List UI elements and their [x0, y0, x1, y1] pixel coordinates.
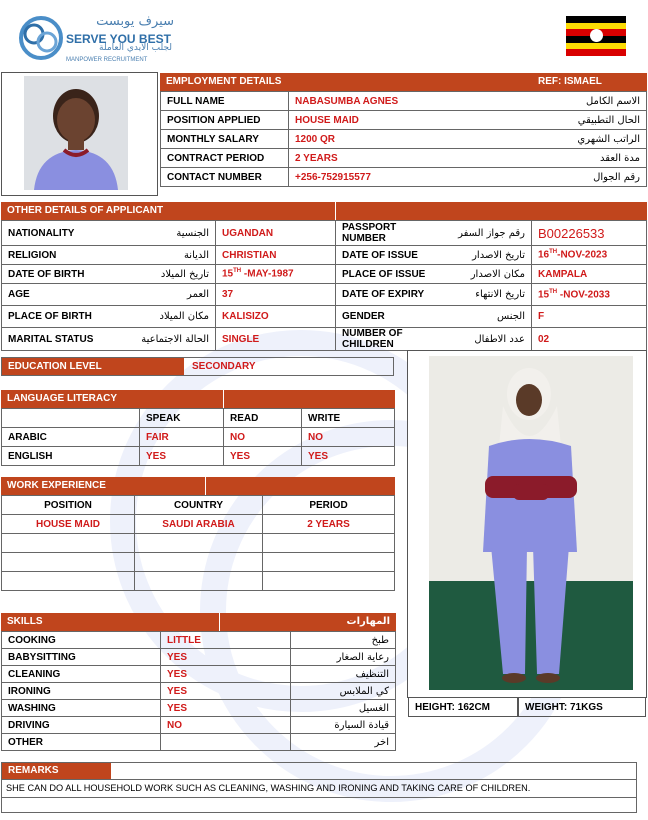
- employment-value: NABASUMBA AGNES: [289, 92, 532, 111]
- skill-name: CLEANING: [2, 666, 161, 683]
- skill-name: OTHER: [2, 734, 161, 751]
- skill-row: [2, 632, 396, 649]
- employment-label-ar: رقم الجوال: [532, 168, 647, 187]
- detail-label: DATE OF BIRTH: [2, 265, 112, 284]
- passport-number-value: B00226533: [532, 221, 647, 246]
- agency-name-en: SERVE YOU BEST: [66, 32, 171, 46]
- remarks-header: REMARKS: [2, 763, 111, 779]
- work-cell: [2, 553, 135, 572]
- employment-label-ar: الاسم الكامل: [532, 92, 647, 111]
- skills-table: [1, 631, 396, 751]
- employment-row: [161, 92, 647, 111]
- language-row: [2, 428, 395, 447]
- detail-value: SINGLE: [216, 328, 336, 351]
- work-header: WORK EXPERIENCE: [1, 477, 205, 495]
- language-header: LANGUAGE LITERACY: [1, 390, 223, 408]
- weight-label: WEIGHT: 71KGS: [518, 697, 646, 717]
- agency-subtitle: MANPOWER RECRUITMENT: [66, 57, 148, 63]
- skill-name-ar: اخر: [291, 734, 396, 751]
- details-row: [2, 221, 647, 246]
- work-header-right: [205, 477, 395, 495]
- detail-label-ar: عدد الاطفال: [436, 328, 532, 351]
- remarks-blank-line: [1, 798, 637, 813]
- work-row-empty: [2, 534, 395, 553]
- employment-header: [160, 73, 647, 91]
- detail-label: DATE OF ISSUE: [336, 246, 436, 265]
- employment-label: POSITION APPLIED: [161, 111, 289, 130]
- employment-table: [160, 91, 647, 187]
- detail-value: 37: [216, 284, 336, 306]
- skill-name-ar: الغسيل: [291, 700, 396, 717]
- date-suffix: TH: [233, 268, 242, 275]
- education-section: [1, 357, 394, 376]
- detail-value: 02: [532, 328, 647, 351]
- detail-label: DATE OF EXPIRY: [336, 284, 436, 306]
- work-cell: [2, 534, 135, 553]
- language-name: ENGLISH: [2, 447, 140, 466]
- date-rest: -MAY-1987: [241, 268, 294, 280]
- skill-name: WASHING: [2, 700, 161, 717]
- detail-value: [216, 265, 336, 284]
- details-row: [2, 306, 647, 328]
- employment-value: 1200 QR: [289, 130, 532, 149]
- skill-row: [2, 700, 396, 717]
- details-row: [2, 328, 647, 351]
- detail-label: PASSPORT NUMBER: [336, 221, 436, 246]
- skill-name-ar: طبخ: [291, 632, 396, 649]
- work-col-row: [2, 496, 395, 515]
- language-write: NO: [302, 428, 395, 447]
- skill-row: [2, 717, 396, 734]
- detail-label-ar: الديانة: [112, 246, 216, 265]
- work-country: SAUDI ARABIA: [135, 515, 263, 534]
- detail-label-ar: الحالة الاجتماعية: [112, 328, 216, 351]
- employment-label: MONTHLY SALARY: [161, 130, 289, 149]
- work-cell: [2, 572, 135, 591]
- skill-value: YES: [161, 666, 291, 683]
- work-section: [1, 477, 395, 591]
- skill-name: BABYSITTING: [2, 649, 161, 666]
- headshot-frame: [1, 72, 158, 196]
- work-col-period: PERIOD: [263, 496, 395, 515]
- work-row-empty: [2, 553, 395, 572]
- employment-label: CONTACT NUMBER: [161, 168, 289, 187]
- detail-label-ar: رقم جواز السفر: [436, 221, 532, 246]
- detail-label: AGE: [2, 284, 112, 306]
- education-value: SECONDARY: [192, 361, 256, 372]
- employment-value: +256-752915577: [289, 168, 532, 187]
- skill-name-ar: قيادة السيارة: [291, 717, 396, 734]
- skills-header: SKILLS: [1, 613, 219, 631]
- language-read: NO: [224, 428, 302, 447]
- remarks-header-fill: [111, 763, 636, 779]
- language-write: YES: [302, 447, 395, 466]
- employment-header-title: EMPLOYMENT DETAILS: [166, 76, 282, 87]
- skill-value: NO: [161, 717, 291, 734]
- language-col-read: READ: [224, 409, 302, 428]
- detail-value: UGANDAN: [216, 221, 336, 246]
- details-row: [2, 265, 647, 284]
- language-col-row: [2, 409, 395, 428]
- work-cell: [263, 534, 395, 553]
- employment-label-ar: مدة العقد: [532, 149, 647, 168]
- language-col-speak: SPEAK: [140, 409, 224, 428]
- employment-label: FULL NAME: [161, 92, 289, 111]
- skills-header-ar: المهارات: [219, 613, 396, 631]
- employment-value: HOUSE MAID: [289, 111, 532, 130]
- date-day: 15: [538, 289, 550, 301]
- language-speak: FAIR: [140, 428, 224, 447]
- work-cell: [263, 553, 395, 572]
- skill-row: [2, 649, 396, 666]
- headshot-photo: [24, 76, 128, 190]
- work-table: [1, 495, 395, 591]
- language-corner: [2, 409, 140, 428]
- full-body-photo: [429, 356, 633, 690]
- work-row: [2, 515, 395, 534]
- ref-label: REF: ISMAEL: [538, 76, 602, 87]
- other-details-header: OTHER DETAILS OF APPLICANT: [1, 202, 335, 220]
- remarks-section: [1, 762, 637, 813]
- skill-name: DRIVING: [2, 717, 161, 734]
- detail-label-ar: العمر: [112, 284, 216, 306]
- skill-name-ar: كي الملابس: [291, 683, 396, 700]
- skill-value: LITTLE: [161, 632, 291, 649]
- date-rest: -NOV-2023: [557, 249, 608, 261]
- work-cell: [263, 572, 395, 591]
- skill-name: IRONING: [2, 683, 161, 700]
- work-cell: [135, 572, 263, 591]
- employment-row: [161, 130, 647, 149]
- height-label: HEIGHT: 162CM: [408, 697, 518, 717]
- language-col-write: WRITE: [302, 409, 395, 428]
- detail-value: [532, 246, 647, 265]
- other-details-section: [1, 202, 647, 351]
- language-header-right: [223, 390, 395, 408]
- work-position: HOUSE MAID: [2, 515, 135, 534]
- detail-label: GENDER: [336, 306, 436, 328]
- other-details-table: [1, 220, 647, 351]
- work-cell: [135, 534, 263, 553]
- detail-label-ar: الجنس: [436, 306, 532, 328]
- employment-label-ar: الحال التطبيقي: [532, 111, 647, 130]
- language-section: [1, 390, 395, 466]
- employment-label-ar: الراتب الشهري: [532, 130, 647, 149]
- date-day: 16: [538, 249, 550, 261]
- work-period: 2 YEARS: [263, 515, 395, 534]
- details-row: [2, 246, 647, 265]
- skill-value: YES: [161, 649, 291, 666]
- detail-value: KALISIZO: [216, 306, 336, 328]
- language-read: YES: [224, 447, 302, 466]
- detail-label-ar: الجنسية: [112, 221, 216, 246]
- employment-section: [160, 73, 647, 187]
- date-rest: -NOV-2033: [557, 289, 610, 301]
- detail-label: NUMBER OF CHILDREN: [336, 328, 436, 351]
- details-row: [2, 284, 647, 306]
- skill-value: YES: [161, 700, 291, 717]
- detail-label: NATIONALITY: [2, 221, 112, 246]
- detail-value: F: [532, 306, 647, 328]
- skill-row: [2, 666, 396, 683]
- language-row: [2, 447, 395, 466]
- employment-label: CONTRACT PERIOD: [161, 149, 289, 168]
- detail-label-ar: تاريخ الاصدار: [436, 246, 532, 265]
- full-body-frame: [407, 350, 647, 713]
- detail-value: KAMPALA: [532, 265, 647, 284]
- skills-section: [1, 613, 396, 751]
- agency-name-ar2: لجلب الايدي العاملة: [99, 43, 172, 53]
- employment-value: 2 YEARS: [289, 149, 532, 168]
- agency-logo: [18, 14, 278, 66]
- detail-label-ar: مكان الاصدار: [436, 265, 532, 284]
- language-table: [1, 408, 395, 466]
- skill-value: [161, 734, 291, 751]
- detail-label-ar: تاريخ الميلاد: [112, 265, 216, 284]
- employment-row: [161, 149, 647, 168]
- detail-label: RELIGION: [2, 246, 112, 265]
- skill-row: [2, 734, 396, 751]
- detail-label: MARITAL STATUS: [2, 328, 112, 351]
- detail-label-ar: تاريخ الانتهاء: [436, 284, 532, 306]
- detail-value: [532, 284, 647, 306]
- language-name: ARABIC: [2, 428, 140, 447]
- detail-label: PLACE OF ISSUE: [336, 265, 436, 284]
- language-speak: YES: [140, 447, 224, 466]
- work-cell: [135, 553, 263, 572]
- uganda-flag-icon: [566, 16, 626, 56]
- detail-value: CHRISTIAN: [216, 246, 336, 265]
- date-suffix: TH: [549, 249, 558, 256]
- skill-name-ar: التنظيف: [291, 666, 396, 683]
- employment-row: [161, 111, 647, 130]
- date-day: 15: [222, 268, 234, 280]
- detail-label-ar: مكان الميلاد: [112, 306, 216, 328]
- skill-name-ar: رعاية الصغار: [291, 649, 396, 666]
- work-col-position: POSITION: [2, 496, 135, 515]
- skill-row: [2, 683, 396, 700]
- work-col-country: COUNTRY: [135, 496, 263, 515]
- skill-name: COOKING: [2, 632, 161, 649]
- employment-row: [161, 168, 647, 187]
- agency-name-ar: سيرف يوبست: [96, 14, 174, 29]
- skill-value: YES: [161, 683, 291, 700]
- education-header: EDUCATION LEVEL: [2, 358, 184, 375]
- remarks-text: SHE CAN DO ALL HOUSEHOLD WORK SUCH AS CLEANING, WASHING AND IRONING AND TAKING CARE OF CHILDREN.: [1, 780, 637, 798]
- other-details-header-right: [335, 202, 647, 220]
- date-suffix: TH: [549, 288, 558, 295]
- work-row-empty: [2, 572, 395, 591]
- detail-label: PLACE OF BIRTH: [2, 306, 112, 328]
